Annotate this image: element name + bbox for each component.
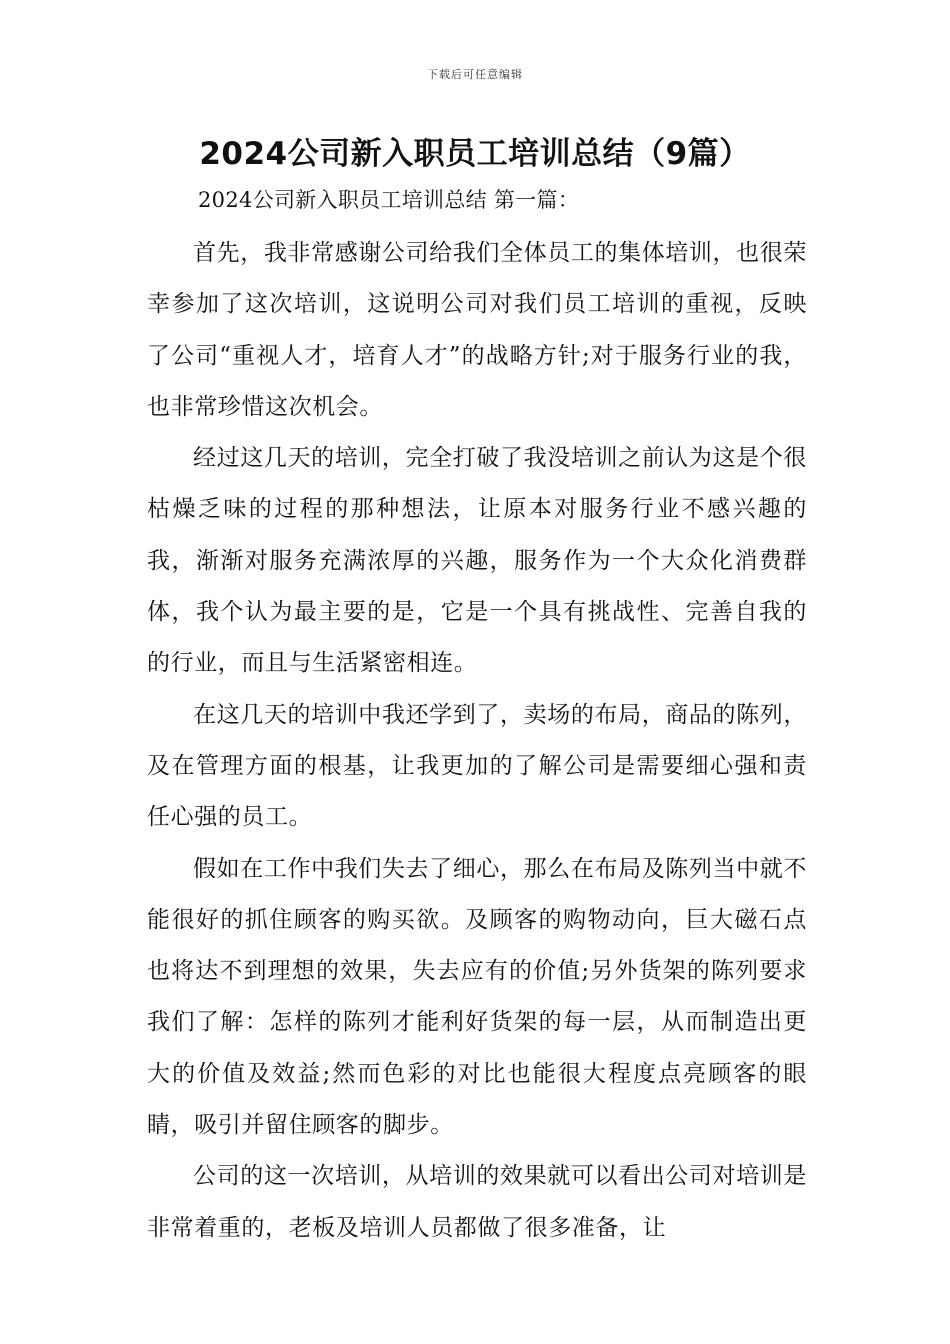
header-note: 下载后可任意编辑	[427, 68, 523, 81]
document-body	[147, 228, 807, 1254]
paragraph-3: 在这几天的培训中我还学到了，卖场的布局，商品的陈列，及在管理方面的根基，让我更加的了解公司是需要细心强和责任心强的员工。	[147, 701, 807, 831]
paragraph-1: 首先，我非常感谢公司给我们全体员工的集体培训，也很荣幸参加了这次培训，这说明公司对我们员工培训的重视，反映了公司“重视人才，培育人才”的战略方针;对于服务行业的我，也非常珍惜这次机会。	[147, 240, 807, 420]
paragraph-4: 假如在工作中我们失去了细心，那么在布局及陈列当中就不能很好的抓住顾客的购买欲。及顾客的购物动向，巨大磁石点也将达不到理想的效果，失去应有的价值;另外货架的陈列要求我们了解：怎样的陈列才能利好货架的每一层，从而制造出更大的价值及效益;然而色彩的对比也能很大程度点亮顾客的眼睛，吸引并留住顾客的脚步。	[147, 855, 807, 1139]
document-title: 2024公司新入职员工培训总结（9篇）	[199, 136, 751, 172]
paragraph-5: 公司的这一次培训，从培训的效果就可以看出公司对培训是非常着重的，老板及培训人员都做了很多准备，让	[147, 1163, 807, 1241]
section-subtitle: 2024公司新入职员工培训总结 第一篇：	[198, 188, 580, 212]
paragraph-2: 经过这几天的培训，完全打破了我没培训之前认为这是个很枯燥乏味的过程的那种想法，让原本对服务行业不感兴趣的我，渐渐对服务充满浓厚的兴趣，服务作为一个大众化消费群体，我个认为最主要的是，它是一个具有挑战性、完善自我的的行业，而且与生活紧密相连。	[147, 445, 807, 677]
